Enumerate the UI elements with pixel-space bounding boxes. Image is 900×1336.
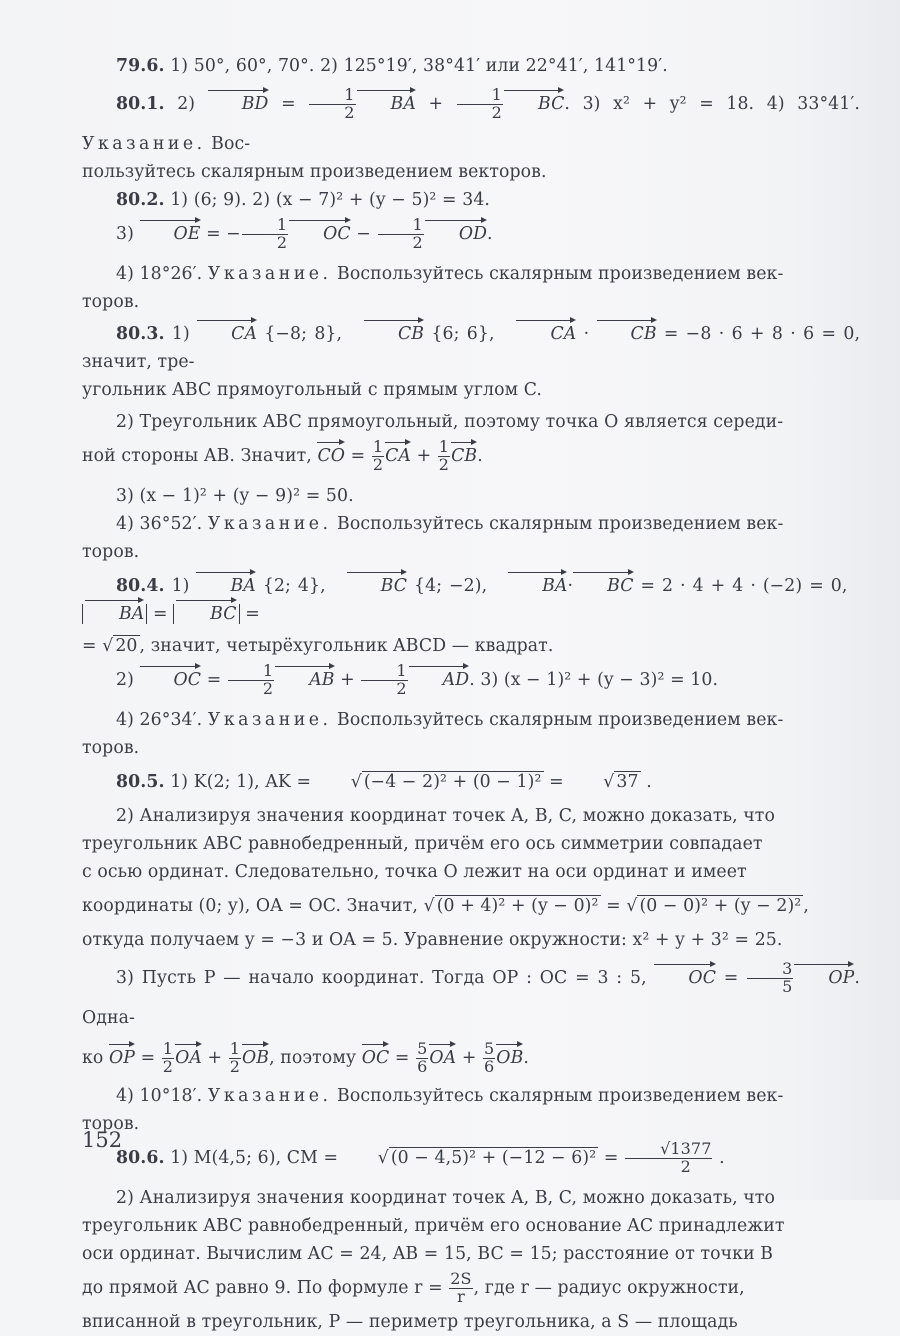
denominator: 2	[276, 233, 288, 252]
vector-bc: BC	[176, 606, 236, 623]
answer-80-6-part2-line3: оси ординат. Вычислим AC = 24, AB = 15, BC = 15; расстояние от точки B	[82, 1244, 774, 1264]
plus: +	[456, 1048, 483, 1068]
answer-80-4	[82, 572, 860, 628]
hint-continuation: торов.	[82, 1114, 140, 1134]
answer-80-3-part4	[82, 510, 860, 538]
answer-continuation	[82, 632, 860, 660]
vector-oc: OC	[140, 672, 202, 689]
magnitude	[82, 604, 147, 624]
vector-cb: CB	[364, 326, 424, 343]
square-root: √ (0 − 4,5)² + (−12 − 6)²	[377, 1148, 597, 1168]
minus: −	[350, 224, 377, 244]
magnitude	[173, 604, 239, 624]
denominator: r	[457, 1287, 465, 1306]
square-root: √ (0 − 0)² + (y − 2)²	[626, 896, 802, 916]
answer-80-1	[82, 84, 860, 164]
answer-80-5-part2-line1: 2) Анализируя значения координат точек A, B, C, можно доказать, что	[116, 806, 775, 826]
problem-number: 80.2.	[116, 190, 165, 210]
answer-text: , поэтому	[269, 1048, 362, 1068]
hint-text: Воспользуйтесь скалярным произведением век-	[337, 514, 784, 534]
numerator: √1377	[625, 1141, 712, 1159]
problem-number: 80.4.	[116, 576, 165, 596]
problem-number: 80.3.	[116, 324, 165, 344]
answer-80-3-part3: 3) (x − 1)² + (y − 9)² = 50.	[116, 486, 354, 506]
denominator: 2	[491, 103, 502, 122]
vector-ba: BA	[357, 96, 416, 113]
part-label: 1)	[171, 576, 190, 596]
vector-oc: OC	[654, 970, 716, 987]
answer-80-6-part2-line1: 2) Анализируя значения координат точек A, B, C, можно доказать, что	[116, 1188, 775, 1208]
hint-text: Воспользуйтесь скалярным произведением век-	[337, 264, 784, 284]
vector-ca: CA	[516, 326, 576, 343]
numerator: 2S	[450, 1269, 472, 1289]
vector-bc: BC	[573, 578, 633, 595]
equals: =	[600, 896, 627, 916]
hint-text: Воспользуйтесь скалярным произведением век-	[337, 710, 784, 730]
plus: +	[201, 1048, 228, 1068]
answer-80-6-part2-line4	[82, 1268, 860, 1308]
punctuation: .	[523, 1048, 529, 1068]
hint-continuation: торов.	[82, 292, 140, 312]
vector-od: OD	[425, 226, 487, 243]
fraction	[747, 961, 793, 996]
fraction	[449, 1271, 472, 1306]
fraction	[457, 87, 503, 122]
answer-text: 1) M(4,5; 6), CM =	[170, 1148, 344, 1168]
punctuation: ,	[803, 896, 809, 916]
hint-text: Вос-	[211, 134, 251, 154]
equals: = −	[200, 224, 241, 244]
fraction	[378, 217, 424, 252]
answer-text: 1) (6; 9). 2) (x − 7)² + (y − 5)² = 34.	[170, 190, 491, 210]
plus: +	[334, 670, 361, 690]
hint-label: Указание.	[207, 264, 332, 284]
denominator: 2	[680, 1157, 691, 1176]
answer-80-2-part4	[82, 260, 860, 288]
numerator: 5	[484, 1039, 495, 1059]
plus: +	[411, 446, 437, 466]
numerator: 3	[747, 961, 793, 979]
vector-ob: OB	[241, 1048, 270, 1068]
answer-text: = 2 · 4 + 4 · (−2) = 0,	[633, 576, 848, 596]
hint-text: Воспользуйтесь скалярным произведением век-	[337, 1086, 784, 1106]
vector-oc: OC	[289, 226, 351, 243]
answer-80-3-part2: 2) Треугольник ABC прямоугольный, поэтому точка O является середи-	[116, 412, 784, 432]
hint-continuation: торов.	[82, 542, 140, 562]
fraction	[242, 217, 288, 252]
vector-ca: CA	[197, 326, 257, 343]
denominator: 2	[229, 1057, 240, 1076]
numerator: 1	[228, 663, 274, 681]
vector-bc: BC	[347, 578, 407, 595]
vector-oe: OE	[140, 226, 201, 243]
numerator: 1	[378, 217, 424, 235]
answer-79-6	[82, 52, 860, 80]
answer-80-3	[82, 320, 860, 376]
answer-80-5-part2-line5: откуда получаем y = −3 и OA = 5. Уравнение окружности: x² + y + 3² = 25.	[82, 930, 783, 950]
denominator: 2	[262, 679, 274, 698]
answer-80-6-part2-line2: треугольник ABC равнобедренный, причём его основание AC принадлежит	[82, 1216, 785, 1236]
denominator: 5	[782, 977, 793, 996]
answer-80-5-part2-line2: треугольник ABC равнобедренный, причём его ось симметрии совпадает	[82, 834, 763, 854]
vector-op: OP	[109, 1048, 135, 1068]
square-root: √ (0 + 4)² + (y − 0)²	[423, 896, 599, 916]
dot-operator: ·	[567, 576, 574, 596]
answer-text: 1) K(2; 1), AK =	[170, 772, 317, 792]
denominator: 2	[438, 455, 450, 474]
vector-ba: BA	[85, 606, 144, 623]
coords: {2; 4},	[262, 576, 326, 596]
vector-ad: AD	[409, 672, 470, 689]
problem-number: 80.6.	[116, 1148, 165, 1168]
fraction	[229, 1041, 241, 1076]
hint-continuation: пользуйтесь скалярным произведением векторов.	[82, 162, 547, 182]
vector-ba: BA	[196, 578, 255, 595]
problem-number: 80.1.	[116, 94, 165, 114]
equals: =	[147, 604, 174, 624]
radicand: (0 + 4)² + (y − 0)²	[436, 896, 599, 916]
numerator: 1	[162, 1039, 174, 1059]
fraction	[162, 1041, 174, 1076]
fraction	[228, 663, 274, 698]
problem-number: 79.6.	[116, 56, 165, 76]
page-number: 152	[82, 1128, 123, 1152]
vector-bd: BD	[208, 96, 269, 113]
denominator: 6	[484, 1057, 495, 1076]
answer-text: , где r — радиус окружности,	[473, 1278, 745, 1298]
radicand: (−4 − 2)² + (0 − 1)²	[363, 772, 542, 792]
denominator: 2	[162, 1057, 174, 1076]
equals: =	[389, 1048, 416, 1068]
answer-text: 4) 26°34′.	[116, 710, 203, 730]
answer-80-6	[82, 1138, 860, 1178]
dot-operator: ·	[576, 324, 597, 344]
denominator: 2	[396, 679, 407, 698]
answer-text: 1) 50°, 60°, 70°. 2) 125°19′, 38°41′ или 22°41′, 141°19′.	[170, 56, 668, 76]
fraction	[309, 87, 355, 122]
answer-text: координаты (0; y), OA = OC. Значит,	[82, 896, 424, 916]
coords: {4; −2),	[414, 576, 488, 596]
answer-text: 4) 36°52′.	[116, 514, 203, 534]
numerator: 1	[438, 437, 450, 457]
coords: {−8; 8},	[264, 324, 343, 344]
punctuation: .	[713, 1148, 725, 1168]
numerator: 1	[229, 1039, 240, 1059]
coords: {6; 6},	[431, 324, 495, 344]
numerator: 1	[309, 87, 355, 105]
numerator: 1	[361, 663, 407, 681]
vector-bc: BC	[504, 96, 564, 113]
fraction	[625, 1141, 712, 1176]
vector-cb: CB	[597, 326, 657, 343]
vector-co: CO	[317, 446, 346, 466]
radicand: 20	[115, 636, 138, 656]
equals: =	[598, 1148, 625, 1168]
fraction	[416, 1041, 428, 1076]
square-root: √ 37	[603, 772, 639, 792]
answer-80-3-part2-cont: ной стороны AB. Значит, CO = $\frac{1}{2}$ CA + $\frac{1}{2}$ CB.	[82, 437, 483, 474]
part-label: 3)	[116, 224, 134, 244]
answer-text: . 3) (x − 1)² + (y − 3)² = 10.	[469, 670, 719, 690]
problem-number: 80.5.	[116, 772, 165, 792]
denominator: 6	[417, 1057, 428, 1076]
hint-continuation: торов.	[82, 738, 140, 758]
vector-oa: OA	[175, 1048, 202, 1068]
fraction	[372, 439, 384, 474]
answer-80-2	[82, 186, 860, 214]
part-label: 2)	[177, 94, 196, 114]
radicand: (0 − 0)² + (y − 2)²	[639, 896, 802, 916]
vector-op: OP	[794, 970, 854, 987]
answer-text: до прямой AC равно 9. По формуле r =	[82, 1278, 449, 1298]
hint-label: Указание.	[207, 710, 332, 730]
answer-80-5-part3-cont	[82, 1038, 860, 1078]
answer-text: = −8 · 6 + 8 · 6 = 0, значит, тре-	[82, 324, 861, 372]
answer-text: . 3) x² + y² = 18. 4) 33°41′.	[564, 94, 860, 114]
denominator: 2	[372, 455, 384, 474]
hint-label: Указание.	[207, 514, 332, 534]
answer-text: ко	[82, 1048, 109, 1068]
equals: =	[135, 1048, 161, 1068]
answer-80-5-part2-line3: с осью ординат. Следовательно, точка O лежит на оси ординат и имеет	[82, 862, 747, 882]
answer-80-4-part4	[82, 706, 860, 734]
answer-text: , значит, четырёхугольник ABCD — квадрат.	[139, 636, 554, 656]
fraction	[361, 663, 407, 698]
equals: =	[716, 968, 747, 988]
answer-80-4-part2	[82, 660, 860, 700]
part-label: 1)	[171, 324, 190, 344]
equals: =	[345, 446, 371, 466]
answer-80-5-part3	[82, 958, 860, 1038]
vector-oa: OA	[429, 1048, 457, 1068]
plus: +	[415, 94, 456, 114]
answer-continuation: угольник ABC прямоугольный с прямым углом C.	[82, 380, 543, 400]
vector-ob: OB	[496, 1048, 524, 1068]
answer-text: 3) Пусть P — начало координат. Тогда OP : OC = 3 : 5,	[116, 968, 655, 988]
radicand: 37	[616, 772, 639, 792]
equals: =	[239, 604, 260, 624]
answer-80-5-part2-line4	[82, 886, 860, 926]
answers-content	[82, 52, 860, 1336]
vector-ba: BA	[508, 578, 567, 595]
punctuation: .	[640, 772, 652, 792]
answer-text: 4) 18°26′.	[116, 264, 203, 284]
answer-text: . Одна-	[82, 968, 860, 1028]
part-label: 2)	[116, 670, 134, 690]
equals: =	[268, 94, 309, 114]
vector-ab: AB	[275, 672, 334, 689]
equals: =	[543, 772, 570, 792]
equals: =	[201, 670, 227, 690]
vector-cb: CB	[451, 446, 478, 466]
square-root: √ 20	[102, 636, 138, 656]
answer-80-5	[82, 768, 860, 796]
hint-label: Указание.	[82, 134, 206, 154]
answer-text: 4) 10°18′.	[116, 1086, 203, 1106]
fraction	[483, 1041, 495, 1076]
numerator: 1	[242, 217, 288, 235]
fraction	[438, 439, 450, 474]
answer-80-2-part3: 3) OE = − $\frac{1}{2}$ OC − $\frac{1}{2}$ OD.	[116, 215, 493, 252]
vector-ca: CA	[385, 446, 412, 466]
answer-80-6-part2-line5: вписанной в треугольник, P — периметр треугольника, а S — площадь	[82, 1312, 738, 1332]
numerator: 1	[457, 87, 503, 105]
square-root: √ (−4 − 2)² + (0 − 1)²	[350, 772, 542, 792]
vector-oc: OC	[361, 1048, 390, 1068]
numerator: 5	[417, 1039, 428, 1059]
radicand: (0 − 4,5)² + (−12 − 6)²	[390, 1148, 597, 1168]
hint-label: Указание.	[207, 1086, 332, 1106]
answer-text: ной стороны AB. Значит,	[82, 446, 312, 466]
answer-80-5-part4	[82, 1082, 860, 1110]
denominator: 2	[344, 103, 355, 122]
equals: =	[82, 636, 103, 656]
denominator: 2	[412, 233, 423, 252]
numerator: 1	[372, 437, 384, 457]
